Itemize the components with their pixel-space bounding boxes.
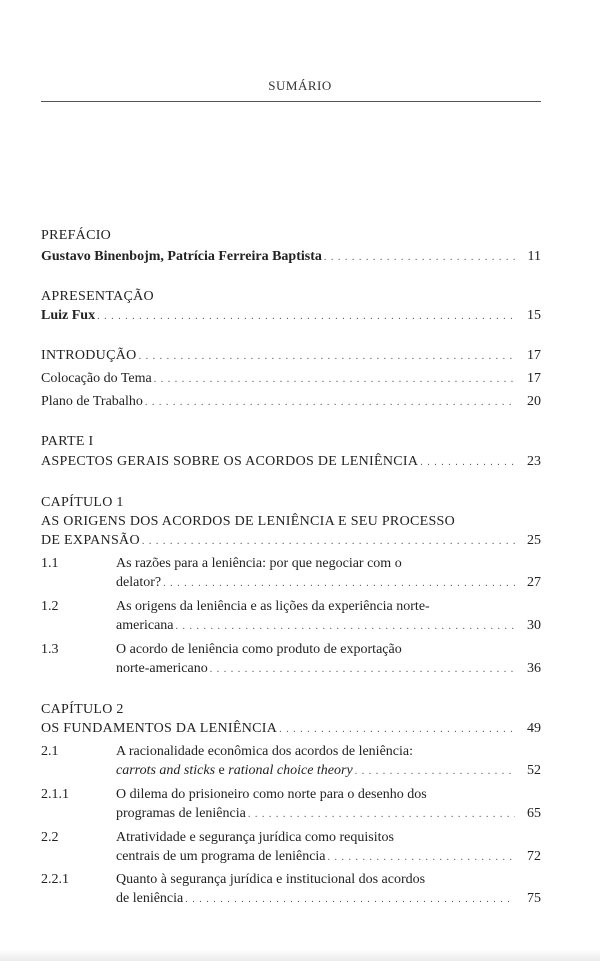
colocacao-entry[interactable] bbox=[41, 369, 541, 389]
s2-1-1-line1: O dilema do prisioneiro como norte para o desenho dos bbox=[116, 787, 427, 802]
s2-2-1-line1: Quanto à segurança jurídica e institucional dos acordos bbox=[116, 872, 426, 887]
page-number: 72 bbox=[527, 849, 541, 864]
page-number: 30 bbox=[527, 618, 541, 633]
plano-title: Plano de Trabalho bbox=[41, 394, 143, 409]
leader-dots bbox=[163, 574, 515, 594]
prefacio-entry[interactable] bbox=[41, 247, 541, 267]
s2-2-line2: centrais de um programa de leniência bbox=[116, 849, 326, 864]
s2-1-line2 bbox=[116, 761, 353, 781]
s2-1-mid: e bbox=[215, 763, 229, 778]
s2-1-italic-a: carrots and sticks bbox=[116, 763, 216, 778]
introducao-entry[interactable] bbox=[41, 346, 541, 366]
page-number: 36 bbox=[527, 661, 541, 676]
cap1-label: CAPÍTULO 1 bbox=[41, 495, 124, 510]
cap2-entry[interactable] bbox=[41, 719, 541, 739]
apresentacao-authors: Luiz Fux bbox=[41, 308, 96, 323]
s1-3-entry[interactable] bbox=[116, 659, 541, 679]
s2-1-line1: A racionalidade econômica dos acordos de leniência: bbox=[116, 744, 413, 759]
introducao-title: INTRODUÇÃO bbox=[41, 348, 137, 363]
leader-dots bbox=[176, 617, 515, 637]
section-number: 2.1.1 bbox=[41, 787, 69, 802]
s2-1-italic-b: rational choice theory bbox=[228, 763, 353, 778]
s1-2-entry[interactable] bbox=[116, 616, 541, 636]
cap1-entry[interactable] bbox=[41, 531, 541, 551]
page-number: 20 bbox=[527, 394, 541, 409]
parte1-label: PARTE I bbox=[41, 434, 94, 449]
prefacio-heading: PREFÁCIO bbox=[41, 228, 112, 243]
cap1-title-line1: AS ORIGENS DOS ACORDOS DE LENIÊNCIA E SEU PROCESSO bbox=[41, 514, 456, 529]
apresentacao-heading: APRESENTAÇÃO bbox=[41, 289, 154, 304]
parte1-title: ASPECTOS GERAIS SOBRE OS ACORDOS DE LENIÊNCIA bbox=[41, 454, 419, 469]
leader-dots bbox=[145, 393, 515, 413]
page-number: 15 bbox=[527, 308, 541, 323]
page-number: 17 bbox=[527, 348, 541, 363]
section-number: 2.2 bbox=[41, 830, 59, 845]
s2-2-1-entry[interactable] bbox=[116, 889, 541, 909]
s1-2-line1: As origens da leniência e as lições da experiência norte- bbox=[116, 599, 430, 614]
section-number: 1.3 bbox=[41, 642, 59, 657]
leader-dots bbox=[355, 762, 515, 782]
s1-1-line1: As razões para a leniência: por que negociar com o bbox=[116, 556, 402, 571]
header-divider bbox=[41, 101, 541, 102]
section-number: 1.2 bbox=[41, 599, 59, 614]
leader-dots bbox=[139, 347, 515, 367]
s1-3-line1: O acordo de leniência como produto de exportação bbox=[116, 642, 402, 657]
s2-2-entry[interactable] bbox=[116, 847, 541, 867]
parte1-entry[interactable] bbox=[41, 452, 541, 472]
colocacao-title: Colocação do Tema bbox=[41, 371, 152, 386]
page-title: SUMÁRIO bbox=[268, 78, 332, 93]
leader-dots bbox=[420, 453, 515, 473]
cap1-title-line2: DE EXPANSÃO bbox=[41, 533, 140, 548]
page-number: 65 bbox=[527, 806, 541, 821]
page-number: 23 bbox=[527, 454, 541, 469]
plano-entry[interactable] bbox=[41, 392, 541, 412]
s2-1-1-line2: programas de leniência bbox=[116, 806, 246, 821]
leader-dots bbox=[154, 370, 515, 390]
page-number: 75 bbox=[527, 891, 541, 906]
leader-dots bbox=[210, 660, 515, 680]
s1-2-line2: americana bbox=[116, 618, 174, 633]
leader-dots bbox=[324, 248, 515, 268]
page-number: 11 bbox=[527, 249, 541, 264]
page-number: 25 bbox=[527, 533, 541, 548]
s2-2-line1: Atratividade e segurança jurídica como requisitos bbox=[116, 830, 394, 845]
leader-dots bbox=[185, 890, 515, 910]
page-number: 52 bbox=[527, 763, 541, 778]
prefacio-authors: Gustavo Binenbojm, Patrícia Ferreira Baptista bbox=[41, 249, 322, 264]
apresentacao-entry[interactable] bbox=[41, 306, 541, 326]
s1-3-line2: norte-americano bbox=[116, 661, 208, 676]
page-number: 49 bbox=[527, 721, 541, 736]
section-number: 1.1 bbox=[41, 556, 59, 571]
s2-1-entry[interactable] bbox=[116, 761, 541, 781]
leader-dots bbox=[97, 307, 515, 327]
section-number: 2.2.1 bbox=[41, 872, 69, 887]
cap2-label: CAPÍTULO 2 bbox=[41, 702, 124, 717]
s2-1-1-entry[interactable] bbox=[116, 804, 541, 824]
page-number: 27 bbox=[527, 575, 541, 590]
page-number: 17 bbox=[527, 371, 541, 386]
s1-1-line2: delator? bbox=[116, 575, 162, 590]
leader-dots bbox=[142, 532, 515, 552]
leader-dots bbox=[279, 720, 515, 740]
section-number: 2.1 bbox=[41, 744, 59, 759]
page-edge-shadow bbox=[0, 949, 600, 961]
leader-dots bbox=[248, 805, 515, 825]
s1-1-entry[interactable] bbox=[116, 573, 541, 593]
s2-2-1-line2: de leniência bbox=[116, 891, 184, 906]
cap2-title: OS FUNDAMENTOS DA LENIÊNCIA bbox=[41, 721, 278, 736]
leader-dots bbox=[328, 848, 515, 868]
